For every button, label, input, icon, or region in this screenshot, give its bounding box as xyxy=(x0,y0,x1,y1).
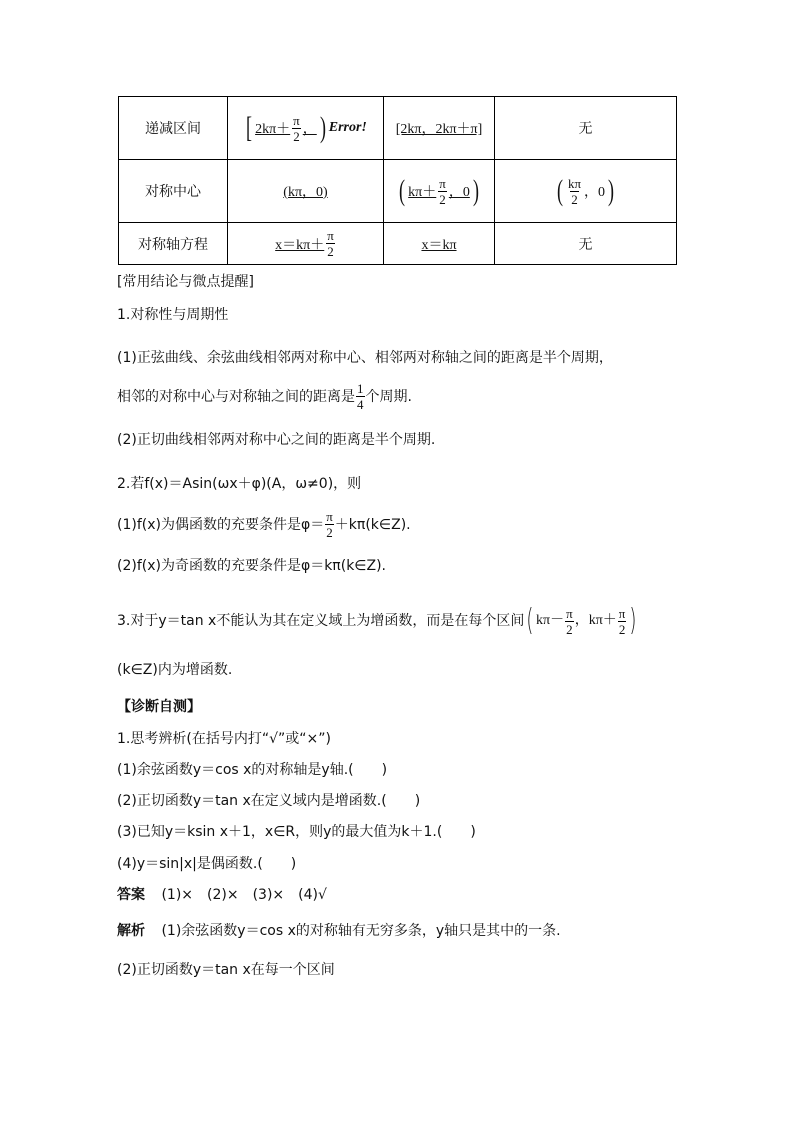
fraction: $\frac{\pi}{2}$ xyxy=(618,605,626,637)
paragraph: (1)正弦曲线、余弦曲线相邻两对称中心、相邻两对称轴之间的距离是半个周期， xyxy=(117,350,613,366)
section-heading: 【诊断自测】 xyxy=(117,699,201,715)
tan-symmetry-center: ( $\frac{k\pi}{2}$ ，0 ) xyxy=(495,160,677,223)
row-label: 递减区间 xyxy=(119,97,228,160)
analysis-text: (2)正切函数y＝tan x在每一个区间 xyxy=(117,962,335,978)
question-item: (3)已知y＝ksin x＋1，x∈R，则y的最大值为k＋1.( ) xyxy=(117,824,476,840)
paragraph: (1)f(x)为偶函数的充要条件是φ＝ $\frac{\pi}{2}$ ＋kπ(k∈Z). xyxy=(117,509,411,540)
fraction: $\frac{\pi}{2}$ xyxy=(439,175,446,207)
fraction: $\frac{k\pi}{2}$ xyxy=(567,175,582,207)
answer-line xyxy=(117,886,327,904)
fraction: $\frac{\pi}{2}$ xyxy=(327,228,334,259)
analysis-text: (1)余弦函数y＝cos x的对称轴有无穷多条，y轴只是其中的一条. xyxy=(161,923,561,939)
answer-text: (1)× (2)× (3)× (4)√ xyxy=(161,887,327,903)
paragraph: 相邻的对称中心与对称轴之间的距离是 $\frac{1}{4}$ 个周期. xyxy=(117,381,412,412)
table-row xyxy=(119,160,677,223)
row-label: 对称中心 xyxy=(119,160,228,223)
tan-decreasing-interval: 无 xyxy=(495,97,677,160)
paragraph: (2)f(x)为奇函数的充要条件是φ＝kπ(k∈Z). xyxy=(117,558,387,574)
paragraph: (k∈Z)内为增函数. xyxy=(117,662,233,678)
section-heading: [常用结论与微点提醒] xyxy=(117,274,254,290)
question-item: (1)余弦函数y＝cos x的对称轴是y轴.( ) xyxy=(117,762,388,778)
cos-symmetry-center: ( kπ＋ $\frac{\pi}{2}$ ，0 ) xyxy=(384,160,495,223)
fraction: $\frac{\pi}{2}$ xyxy=(326,509,333,540)
paragraph: (2)正切曲线相邻两对称中心之间的距离是半个周期. xyxy=(117,432,436,448)
sin-symmetry-axis: x＝kπ＋ $\frac{\pi}{2}$ xyxy=(228,223,384,265)
fraction: $\frac{\pi}{2}$ xyxy=(566,605,573,637)
row-label: 对称轴方程 xyxy=(119,223,228,265)
fraction: $\frac{1}{4}$ xyxy=(357,381,364,412)
question-title: 1.思考辨析(在括号内打“√”或“×”) xyxy=(117,731,331,747)
cos-symmetry-axis: x＝kπ xyxy=(384,223,495,265)
paragraph-title: 2.若f(x)＝Asin(ωx＋φ)(A，ω≠0)，则 xyxy=(117,476,362,492)
tan-symmetry-axis: 无 xyxy=(495,223,677,265)
fraction: $\frac{\pi}{2}$ xyxy=(293,112,300,144)
table-row xyxy=(119,223,677,265)
sin-symmetry-center: (kπ，0) xyxy=(228,160,384,223)
paragraph-title: 1.对称性与周期性 xyxy=(117,307,229,323)
answer-label: 答案 xyxy=(117,887,145,903)
analysis-label: 解析 xyxy=(117,923,145,939)
error-text: Error! xyxy=(328,120,367,135)
question-item: (2)正切函数y＝tan x在定义域内是增函数.( ) xyxy=(117,793,421,809)
sin-decreasing-interval: [ 2kπ＋ $\frac{\pi}{2}$ ， ) Error! xyxy=(228,97,384,160)
paragraph: 3.对于y＝tan x不能认为其在定义域上为增函数，而是在每个区间 ( kπ－ $\frac{\pi}{2}$ ，kπ＋ $\frac{\pi}{2}$ ) xyxy=(117,603,637,638)
cos-decreasing-interval: [2kπ，2kπ＋π] xyxy=(384,97,495,160)
table-row xyxy=(119,97,677,160)
question-item: (4)y＝sin|x|是偶函数.( ) xyxy=(117,856,297,872)
properties-table xyxy=(118,96,677,265)
analysis-line xyxy=(117,922,561,940)
